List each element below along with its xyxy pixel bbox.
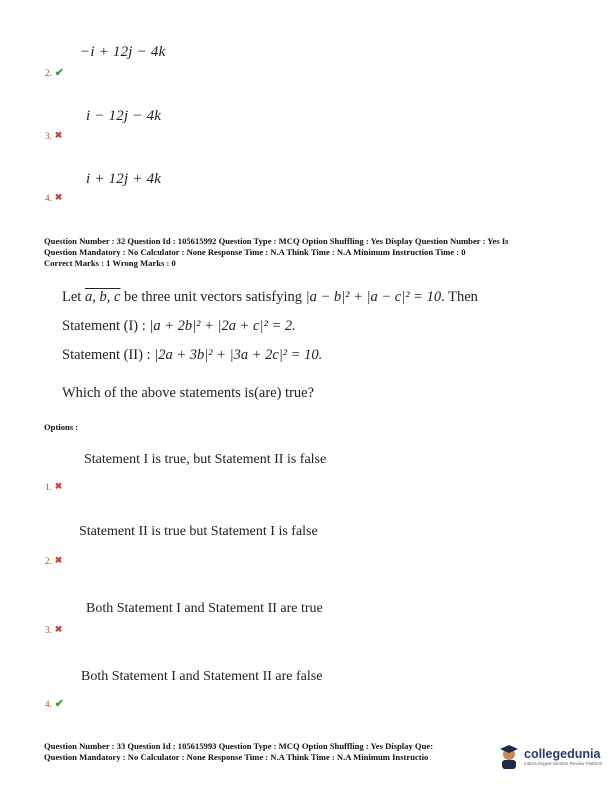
cross-icon: ✖ <box>54 555 63 565</box>
brand-name: collegedunia <box>524 746 601 761</box>
question-text: Which of the above statements is(are) true? <box>62 385 315 401</box>
option-2-text[interactable]: Statement II is true but Statement I is false <box>79 524 318 539</box>
option-1-number <box>45 481 62 492</box>
statement-2-label: Statement (II) : <box>62 347 155 363</box>
option-3-number <box>45 624 62 635</box>
check-icon: ✔ <box>54 67 64 79</box>
cross-icon: ✖ <box>54 192 63 202</box>
option-number: 4. <box>45 192 52 203</box>
prev-option-3-number <box>45 130 62 141</box>
stem-prefix: Let <box>62 289 85 305</box>
option-4-text[interactable]: Both Statement I and Statement II are false <box>81 669 323 684</box>
statement-1-expr: |a + 2b|² + |2a + c|² = 2. <box>149 318 296 334</box>
prev-option-4-number <box>45 192 62 203</box>
option-number: 2. <box>45 555 52 566</box>
statement-1 <box>62 318 296 335</box>
stem-mid: be three unit vectors satisfying <box>120 289 306 305</box>
statement-1-label: Statement (I) : <box>62 318 150 334</box>
cross-icon: ✖ <box>54 481 63 491</box>
option-number: 1. <box>45 481 52 492</box>
question-33-meta <box>44 741 484 763</box>
meta-line: Question Number : 32 Question Id : 105615992 Question Type : MCQ Option Shuffling : Yes Display Question Number : Yes Is <box>44 236 509 246</box>
option-4-number <box>45 697 64 710</box>
question-32-meta <box>44 236 509 270</box>
stem-condition: |a − b|² + |a − c|² = 10 <box>305 289 442 305</box>
brand-logo <box>498 743 602 769</box>
option-number: 3. <box>45 624 52 635</box>
meta-line: Question Number : 33 Question Id : 105615993 Question Type : MCQ Option Shuffling : Yes Display Que: <box>44 741 434 751</box>
cross-icon: ✖ <box>54 130 63 140</box>
option-number: 4. <box>45 698 52 709</box>
prev-option-4-expr: i + 12j + 4k <box>86 171 162 187</box>
prev-option-3-expr: i − 12j − 4k <box>86 108 162 124</box>
cross-icon: ✖ <box>54 624 63 634</box>
check-icon: ✔ <box>54 698 64 710</box>
stem-suffix: . Then <box>441 289 478 305</box>
statement-2-expr: |2a + 3b|² + |3a + 2c|² = 10. <box>154 347 323 363</box>
option-1-text[interactable]: Statement I is true, but Statement II is false <box>84 452 327 467</box>
prev-option-2-expr: −i + 12j − 4k <box>80 44 166 60</box>
meta-line: Question Mandatory : No Calculator : None Response Time : N.A Think Time : N.A Minimum Instruction Time : 0 <box>44 247 466 258</box>
option-2-number <box>45 555 62 566</box>
meta-line: Question Mandatory : No Calculator : None Response Time : N.A Think Time : N.A Minimum Instructio <box>44 752 429 763</box>
options-label: Options : <box>44 422 79 432</box>
option-number: 2. <box>45 67 52 78</box>
graduate-icon <box>498 743 520 769</box>
option-3-text[interactable]: Both Statement I and Statement II are true <box>86 601 323 616</box>
brand-tagline: India's largest Student Review Platform <box>524 760 603 766</box>
meta-line: Correct Marks : 1 Wrong Marks : 0 <box>44 258 176 269</box>
stem-vectors: a, b, c <box>84 289 121 305</box>
statement-2 <box>62 347 322 364</box>
question-stem <box>62 289 478 306</box>
option-number: 3. <box>45 130 52 141</box>
prev-option-2-number <box>45 66 64 79</box>
